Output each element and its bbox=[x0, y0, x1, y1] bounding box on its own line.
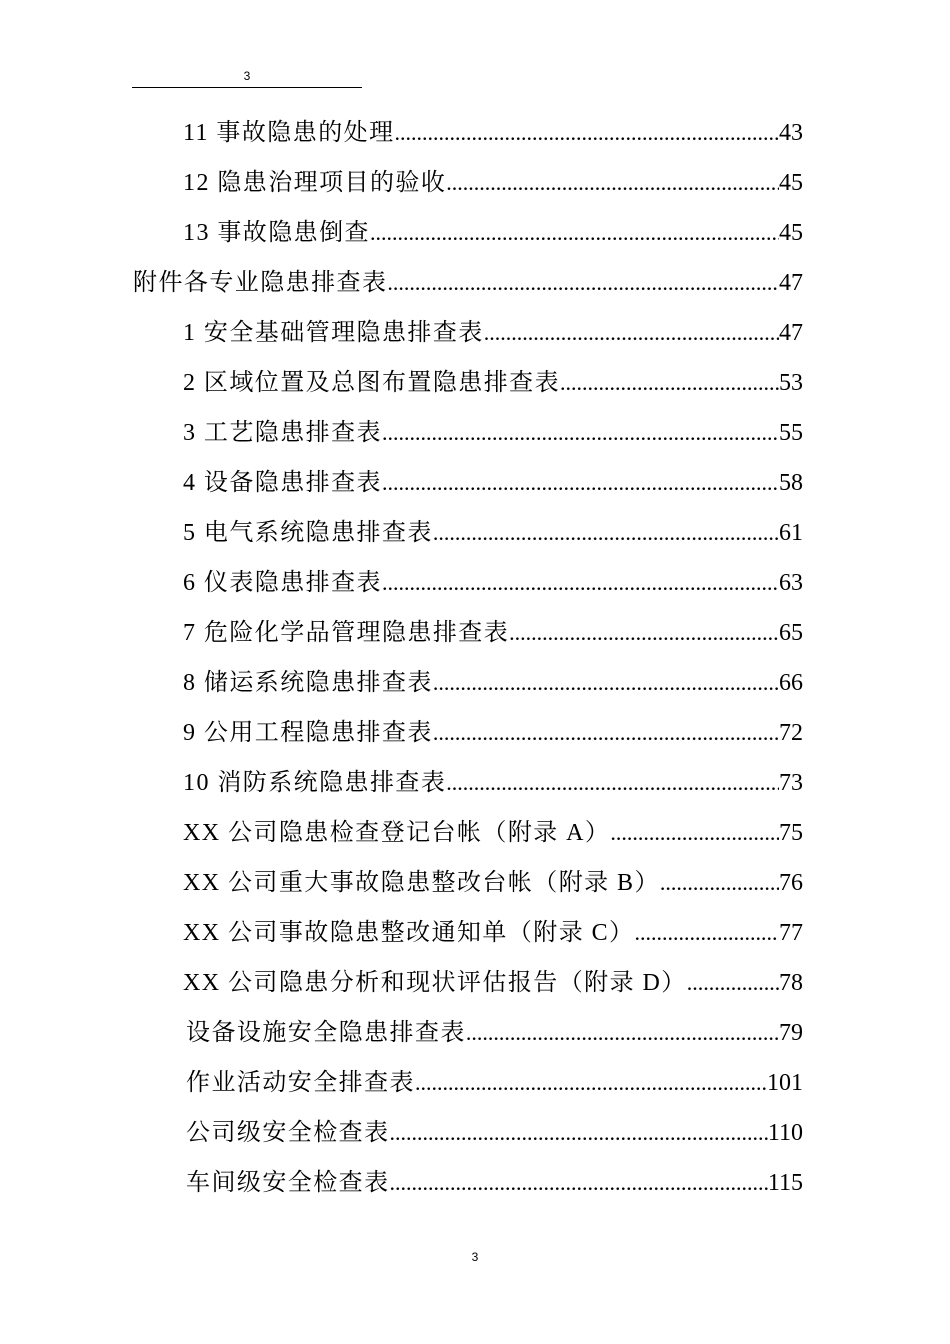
toc-entry-title: 附件各专业隐患排查表 bbox=[133, 270, 388, 296]
toc-dot-leader bbox=[484, 320, 779, 346]
toc-entry-page: 101 bbox=[767, 1070, 803, 1096]
header-page-number: 3 bbox=[243, 69, 251, 83]
toc-entry[interactable] bbox=[183, 812, 803, 862]
toc-entry-title: XX 公司隐患分析和现状评估报告（附录 D） bbox=[183, 970, 687, 996]
header-rule bbox=[132, 87, 362, 88]
toc-entry-page: 76 bbox=[779, 870, 803, 896]
toc-dot-leader bbox=[433, 720, 779, 746]
toc-dot-leader bbox=[382, 420, 779, 446]
footer-page-number: 3 bbox=[471, 1250, 479, 1264]
toc-entry-page: 61 bbox=[779, 520, 803, 546]
toc-entry-page: 72 bbox=[779, 720, 803, 746]
toc-entry[interactable] bbox=[183, 212, 803, 262]
toc-dot-leader bbox=[466, 1020, 779, 1046]
toc-entry-page: 66 bbox=[779, 670, 803, 696]
toc-entry[interactable] bbox=[186, 1112, 803, 1162]
toc-dot-leader bbox=[395, 120, 779, 146]
toc-dot-leader bbox=[390, 1170, 768, 1196]
toc-entry-page: 73 bbox=[779, 770, 803, 796]
toc-dot-leader bbox=[382, 470, 779, 496]
toc-entry[interactable] bbox=[183, 912, 803, 962]
toc-dot-leader bbox=[687, 970, 779, 996]
toc-dot-leader bbox=[433, 520, 779, 546]
toc-entry[interactable] bbox=[183, 712, 803, 762]
toc-entry[interactable] bbox=[183, 762, 803, 812]
toc-dot-leader bbox=[660, 870, 779, 896]
toc-entry-page: 58 bbox=[779, 470, 803, 496]
toc-entry-title: 5 电气系统隐患排查表 bbox=[183, 520, 433, 546]
toc-entry[interactable] bbox=[186, 1162, 803, 1212]
toc-entry-title: 7 危险化学品管理隐患排查表 bbox=[183, 620, 510, 646]
toc-entry-page: 75 bbox=[779, 820, 803, 846]
toc-entry-page: 45 bbox=[779, 170, 803, 196]
toc-entry-title: 13 事故隐患倒查 bbox=[183, 220, 370, 246]
toc-dot-leader bbox=[446, 170, 779, 196]
toc-entry[interactable] bbox=[183, 562, 803, 612]
toc-entry-title: 设备设施安全隐患排查表 bbox=[186, 1020, 466, 1046]
toc-entry-title: 4 设备隐患排查表 bbox=[183, 470, 382, 496]
toc-dot-leader bbox=[370, 220, 779, 246]
toc-entry-title: 作业活动安全排查表 bbox=[186, 1070, 415, 1096]
toc-entry-page: 45 bbox=[779, 220, 803, 246]
toc-entry-title: 3 工艺隐患排查表 bbox=[183, 420, 382, 446]
toc-dot-leader bbox=[509, 620, 779, 646]
toc-entry-title: 公司级安全检查表 bbox=[186, 1120, 390, 1146]
toc-entry-page: 65 bbox=[779, 620, 803, 646]
toc-dot-leader bbox=[390, 1120, 768, 1146]
toc-entry-title: 9 公用工程隐患排查表 bbox=[183, 720, 433, 746]
toc-entry[interactable] bbox=[183, 612, 803, 662]
toc-entry-title: 12 隐患治理项目的验收 bbox=[183, 170, 447, 196]
toc-entry-page: 53 bbox=[779, 370, 803, 396]
toc-entry-title: 11 事故隐患的处理 bbox=[183, 120, 395, 146]
toc-entry[interactable] bbox=[183, 312, 803, 362]
toc-entry-page: 63 bbox=[779, 570, 803, 596]
toc-entry-title: 2 区域位置及总图布置隐患排查表 bbox=[183, 370, 561, 396]
toc-entry[interactable] bbox=[183, 412, 803, 462]
toc-entry-title: 车间级安全检查表 bbox=[186, 1170, 390, 1196]
toc-entry[interactable] bbox=[183, 362, 803, 412]
toc-entry-page: 55 bbox=[779, 420, 803, 446]
toc-entry-title: 10 消防系统隐患排查表 bbox=[183, 770, 447, 796]
toc-dot-leader bbox=[634, 920, 779, 946]
toc-entry-title: 6 仪表隐患排查表 bbox=[183, 570, 382, 596]
toc-entry[interactable] bbox=[183, 462, 803, 512]
toc-entry-page: 47 bbox=[779, 270, 803, 296]
toc-entry[interactable] bbox=[186, 1012, 803, 1062]
toc-entry[interactable] bbox=[183, 662, 803, 712]
toc-dot-leader bbox=[610, 820, 779, 846]
toc-entry-title: 1 安全基础管理隐患排查表 bbox=[183, 320, 484, 346]
toc-entry[interactable] bbox=[183, 112, 803, 162]
toc-entry-page: 79 bbox=[779, 1020, 803, 1046]
toc-entry[interactable] bbox=[186, 1062, 803, 1112]
toc-entry-title: XX 公司隐患检查登记台帐（附录 A） bbox=[183, 820, 611, 846]
toc-entry-page: 78 bbox=[779, 970, 803, 996]
toc-entry[interactable] bbox=[133, 262, 803, 312]
toc-entry[interactable] bbox=[183, 862, 803, 912]
toc-entry-page: 47 bbox=[779, 320, 803, 346]
toc-entry-page: 43 bbox=[779, 120, 803, 146]
toc-entry[interactable] bbox=[183, 962, 803, 1012]
toc-entry[interactable] bbox=[183, 162, 803, 212]
toc-entry-title: XX 公司重大事故隐患整改台帐（附录 B） bbox=[183, 870, 660, 896]
toc-dot-leader bbox=[433, 670, 779, 696]
toc-entry[interactable] bbox=[183, 512, 803, 562]
toc-entry-page: 77 bbox=[779, 920, 803, 946]
toc-dot-leader bbox=[415, 1070, 767, 1096]
toc-entry-page: 110 bbox=[767, 1120, 803, 1146]
toc-dot-leader bbox=[560, 370, 779, 396]
toc-dot-leader bbox=[387, 270, 779, 296]
toc-entry-title: XX 公司事故隐患整改通知单（附录 C） bbox=[183, 920, 635, 946]
toc-entry-title: 8 储运系统隐患排查表 bbox=[183, 670, 433, 696]
toc-dot-leader bbox=[382, 570, 779, 596]
toc-dot-leader bbox=[446, 770, 779, 796]
toc-entry-page: 115 bbox=[767, 1170, 803, 1196]
